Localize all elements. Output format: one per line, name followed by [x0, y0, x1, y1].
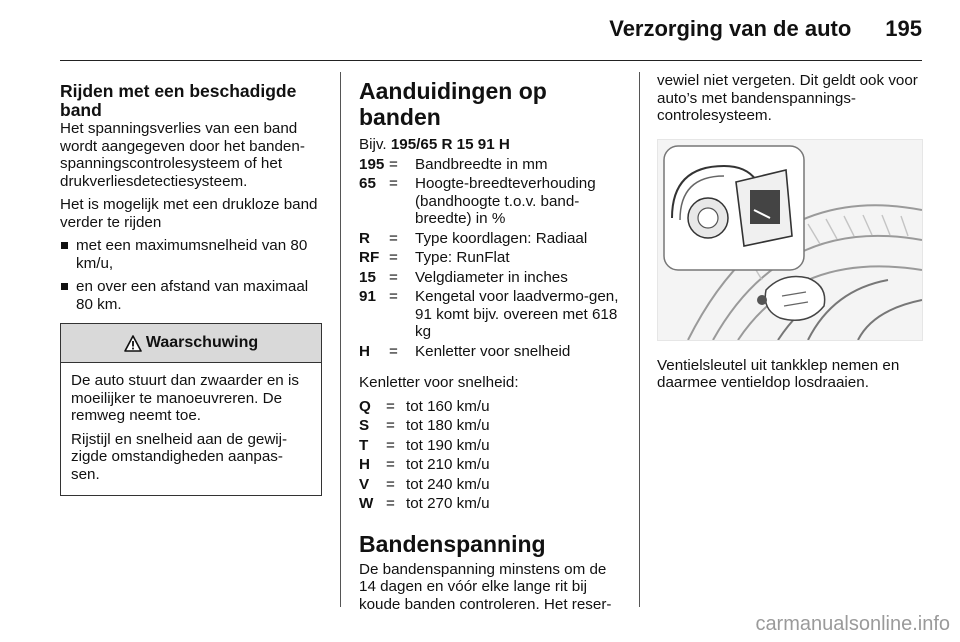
warning-para-2: Rijstijl en snelheid aan de gewij-zigde omstandigheden aanpas-sen. — [71, 430, 288, 483]
valve-key-illustration — [657, 139, 923, 341]
code-row: 91 = Kengetal voor laadvermo-gen, 91 komt bijv. overeen met 618 kg — [359, 288, 619, 340]
column-2 — [359, 72, 621, 619]
tire-markings-heading: Aanduidingen op banden — [359, 78, 547, 130]
speed-row: Q = tot 160 km/u — [359, 397, 490, 415]
warning-body — [61, 363, 321, 495]
code-row: 15 = Velgdiameter in inches — [359, 268, 568, 286]
example-code: 195/65 R 15 91 H — [390, 136, 510, 153]
spare-wheel-para: vewiel niet vergeten. Dit geldt ook voor auto’s met bandenspannings-controlesysteem. — [657, 72, 918, 124]
column-divider-2 — [639, 72, 640, 607]
header-rule — [60, 60, 922, 61]
warning-para-1: De auto stuurt dan zwaarder en is moeilijker te manoeuvreren. De remweg neemt toe. — [71, 372, 299, 424]
page-number: 195 — [885, 16, 922, 41]
section-title: Verzorging van de auto — [609, 16, 852, 41]
tire-pressure-heading: Bandenspanning — [359, 530, 546, 557]
speed-row: V = tot 240 km/u — [359, 475, 490, 493]
code-row: R = Type koordlagen: Radiaal — [359, 229, 588, 247]
warning-box — [60, 323, 322, 496]
column-1 — [60, 72, 322, 496]
code-row: H = Kenletter voor snelheid — [359, 342, 571, 360]
illustration-caption: Ventielsleutel uit tankklep nemen en daarmee ventieldop losdraaien. — [657, 356, 900, 391]
flat-tire-para-2: Het is mogelijk met een drukloze band verder te rijden — [60, 196, 318, 231]
watermark: carmanualsonline.info — [755, 613, 950, 635]
warning-title: Waarschuwing — [145, 334, 259, 352]
tire-valve-illustration — [658, 140, 922, 340]
bullet-square-icon — [61, 242, 68, 249]
speed-row: W = tot 270 km/u — [359, 495, 490, 512]
page-header — [609, 16, 922, 42]
warning-header — [61, 324, 321, 363]
flat-tire-heading: Rijden met een beschadigde band — [60, 81, 297, 120]
bullet-square-icon — [61, 283, 68, 290]
column-3 — [657, 72, 923, 398]
code-row: RF = Type: RunFlat — [359, 249, 510, 266]
speed-row: S = tot 180 km/u — [359, 417, 490, 434]
warning-triangle-icon — [124, 335, 142, 352]
code-row: 195 = Bandbreedte in mm — [359, 155, 548, 173]
tire-pressure-para: De bandenspanning minstens om de 14 dagen en vóór elke lange rit bij koude banden controleren. Het reser- — [359, 560, 612, 613]
speed-row: T = tot 190 km/u — [359, 436, 490, 454]
flat-tire-para-1: Het spanningsverlies van een band wordt aangegeven door het banden-spanningscontrolesysteem of het drukverliesdetectiesysteem. — [60, 120, 305, 190]
speed-definitions — [359, 398, 621, 513]
speed-row: H = tot 210 km/u — [359, 456, 490, 473]
bullet-item: en over een afstand van maximaal 80 km. — [60, 278, 322, 313]
code-row: 65 = Hoogte-breedteverhouding (bandhoogte t.o.v. band-breedte) in % — [359, 175, 596, 227]
speed-intro: Kenletter voor snelheid: — [359, 374, 519, 391]
example-line: Bijv. 195/65 R 15 91 H — [359, 136, 510, 153]
code-definitions — [359, 156, 621, 361]
column-divider-1 — [340, 72, 341, 607]
flat-tire-bullets — [60, 237, 322, 313]
bullet-item: met een maximumsnelheid van 80 km/u, — [60, 237, 322, 272]
